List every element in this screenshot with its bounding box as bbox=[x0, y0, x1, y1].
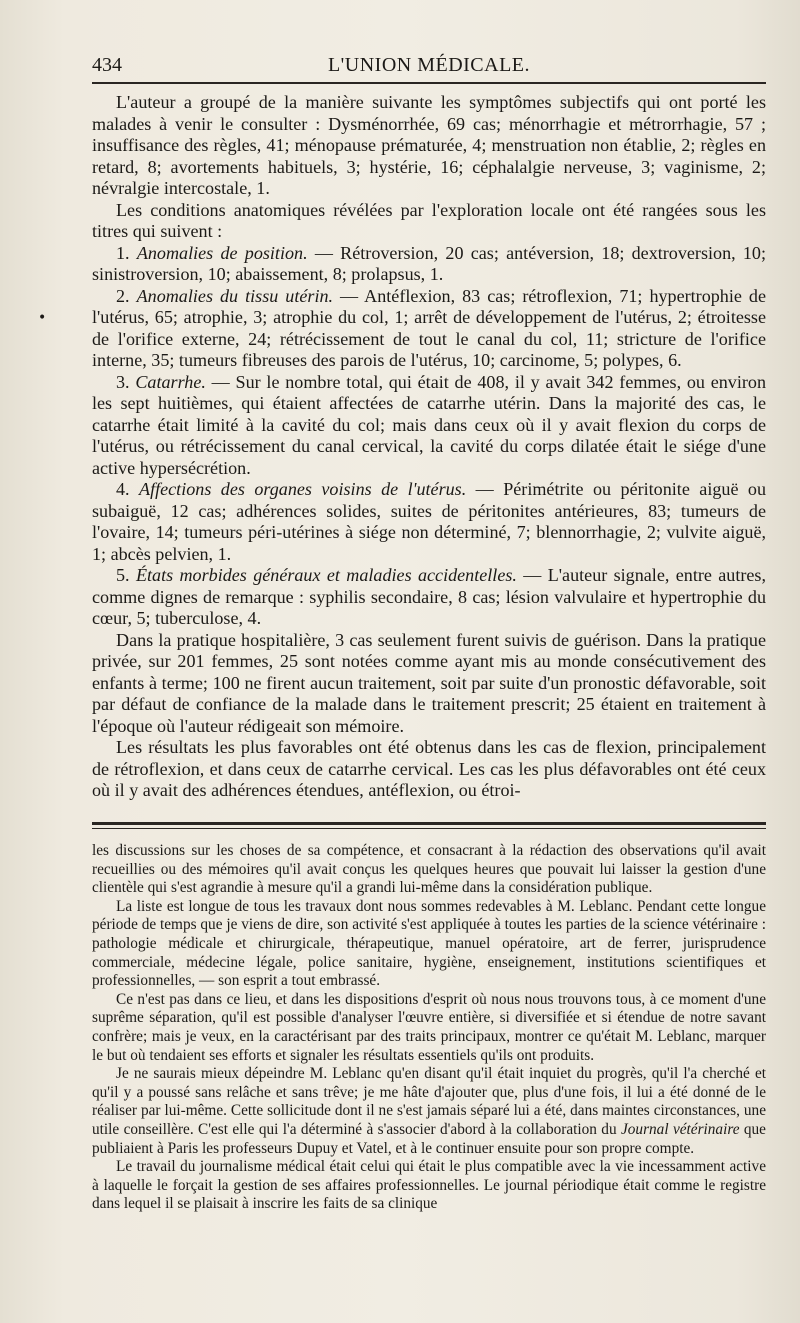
feuilleton-text bbox=[92, 842, 766, 1214]
feuilleton-separator bbox=[92, 822, 766, 829]
paragraph-part: que publiaient à Paris les professeurs Dupuy et Vatel, et à le continuer ensuite pour son propre compte. bbox=[92, 1120, 766, 1157]
item-number: 4. bbox=[116, 479, 130, 499]
feuilleton-paragraph bbox=[92, 1065, 766, 1158]
item-text: — Rétroversion, 20 cas; antéversion, 18; dextroversion, 10; sinistroversion, 10; abaissement, 8; prolapsus, 1. bbox=[92, 242, 766, 284]
item-number: 5. bbox=[116, 565, 130, 585]
paragraph-tissue bbox=[92, 286, 766, 372]
item-text: — Sur le nombre total, qui était de 408, il y avait 342 femmes, ou environ les sept huitièmes, qui étaient affectées de catarrhe utérin. Dans la majorité des cas, le catarrhe était limité à la cavité du col; mais dans ceux où il y avait flexion du corps de l'utérus, ou rétrécissement du canal cervical, la cavité du corps dilatée était le siége d'une active hypersécrétion. bbox=[92, 371, 766, 478]
item-title: Affections des organes voisins de l'utérus. bbox=[139, 479, 467, 499]
paragraph-results: Les résultats les plus favorables ont été obtenus dans les cas de flexion, principalement de rétroflexion, et dans ceux de catarrhe cervical. Les cas les plus défavorables ont été ceux où il y avait des adhérences étendues, antéflexion, ou étroi- bbox=[92, 737, 766, 800]
page-number: 434 bbox=[92, 54, 122, 76]
item-number: 3. bbox=[116, 371, 130, 392]
item-text: — Périmétrite ou péritonite aiguë ou subaiguë, 12 cas; adhérences solides, suites de péritonites antérieures, 83; tumeurs de l'ovaire, 14; tumeurs péri-utérines à siége non déterminé, 7; blennorrhagie, 2; vulvite aiguë, 1; abcès pelvien, 1. bbox=[92, 479, 766, 564]
separator-thin-rule bbox=[92, 828, 766, 829]
item-title: Catarrhe. bbox=[135, 371, 206, 392]
paragraph-neighbour-organs bbox=[92, 479, 766, 565]
paragraph-catarrh bbox=[92, 372, 766, 480]
page-header bbox=[92, 48, 766, 78]
item-title: Anomalies du tissu utérin. bbox=[136, 285, 334, 306]
feuilleton-paragraph: La liste est longue de tous les travaux dont nous sommes redevables à M. Leblanc. Pendant cette longue période de temps que je viens de dire, son activité s'est appliquée à toutes les parties de la science vétérinaire : pathologie médicale et chirurgicale, thérapeutique, manuel opératoire, art de ferrer, jurisprudence commerciale, médecine légale, police sanitaire, hygiène, enseignement, institutions scientifiques et professionnelles, — son esprit a tout embrassé. bbox=[92, 897, 766, 990]
item-text: — L'auteur signale, entre autres, comme dignes de remarque : syphilis secondaire, 8 cas; lésion valvulaire et hypertrophie du cœur, 5; tuberculose, 4. bbox=[92, 565, 766, 628]
paragraph-position bbox=[92, 243, 766, 286]
margin-mark: • bbox=[38, 310, 47, 326]
paragraph-part: Je ne saurais mieux dépeindre M. Leblanc qu'en disant qu'il était inquiet du progrès, qu'il l'a cherché et qu'il y a poussé sans relâche et sans trêve; je me hâte d'ajouter que, plus d'une fois, il lui a été donné de le réaliser par lui-même. Cette sollicitude dont il ne s'est jamais séparé lui a été, dans maintes circonstances, une utile conseillère. C'est elle qui l'a déterminé à s'associer d'abord à la collaboration du bbox=[92, 1065, 766, 1138]
running-head: L'UNION MÉDICALE. bbox=[327, 54, 531, 76]
paragraph-practice: Dans la pratique hospitalière, 3 cas seulement furent suivis de guérison. Dans la pratique privée, sur 201 femmes, 25 sont notées comme ayant mis au monde consécutivement des enfants à terme; 100 ne firent aucun traitement, soit par suite d'un pronostic défavorable, soit par défaut de confiance de la malade dans le traitement prescrit; 25 étaient en traitement à l'époque où l'auteur rédigeait son mémoire. bbox=[92, 629, 766, 736]
item-text: — Antéflexion, 83 cas; rétroflexion, 71; hypertrophie de l'utérus, 65; atrophie, 3; atrophie du col, 1; arrêt de développement de l'utérus, 2; étroitesse de l'orifice externe, 24; rétrécissement de tout le canal du col, 11; stricture de l'orifice interne, 35; tumeurs fibreuses des parois de l'utérus, 10; carcinome, 5; polypes, 6. bbox=[92, 285, 766, 370]
feuilleton-paragraph: Ce n'est pas dans ce lieu, et dans les dispositions d'esprit où nous nous trouvons tous, à ce moment d'une suprême séparation, qu'il est possible d'analyser l'œuvre entière, si diversifiée et si étendue de notre savant confrère; mais je veux, en la caractérisant par des traits principaux, montrer ce qu'était M. Leblanc, marquer le but où tendaient ses efforts et signaler les résultats essentiels qu'ils ont produits. bbox=[92, 990, 766, 1064]
item-title: États morbides généraux et maladies accidentelles. bbox=[135, 565, 517, 585]
main-text bbox=[92, 92, 766, 802]
header-rule bbox=[92, 82, 766, 84]
item-number: 2. bbox=[116, 285, 130, 306]
paragraph-general-states bbox=[92, 565, 766, 630]
item-number: 1. bbox=[116, 242, 130, 263]
paragraph-conditions: Les conditions anatomiques révélées par l'exploration locale ont été rangées sous les titres qui suivent : bbox=[92, 199, 766, 241]
paragraph-symptoms: L'auteur a groupé de la manière suivante les symptômes subjectifs qui ont porté les malades à venir le consulter : Dysménorrhée, 69 cas; ménorrhagie et métrorrhagie, 57 ; insuffisance des règles, 41; ménopause prématurée, 4; menstruation non établie, 2; règles en retard, 8; avortements habituels, 3; hystérie, 16; céphalalgie nerveuse, 3; vaginisme, 2; névralgie intercostale, 1. bbox=[92, 92, 766, 198]
item-title: Anomalies de position. bbox=[136, 242, 308, 263]
feuilleton-paragraph: les discussions sur les choses de sa compétence, et consacrant à la rédaction des observations qu'il avait recueillies ou des mémoires qu'il avait conçus les quelques heures que pouvait lui laisser la gestion d'une clientèle qui s'est agrandie à mesure qu'il a grandi lui-même dans la considération publique. bbox=[92, 842, 766, 897]
journal-title: Journal vétérinaire bbox=[620, 1120, 740, 1138]
separator-thick-rule bbox=[92, 822, 766, 825]
feuilleton-paragraph: Le travail du journalisme médical était celui qui était le plus compatible avec la vie incessamment active à laquelle le forçait la gestion de ses affaires professionnelles. Le journal périodique était comme le registre dans lequel il se plaisait à inscrire les faits de sa clinique bbox=[92, 1158, 766, 1213]
